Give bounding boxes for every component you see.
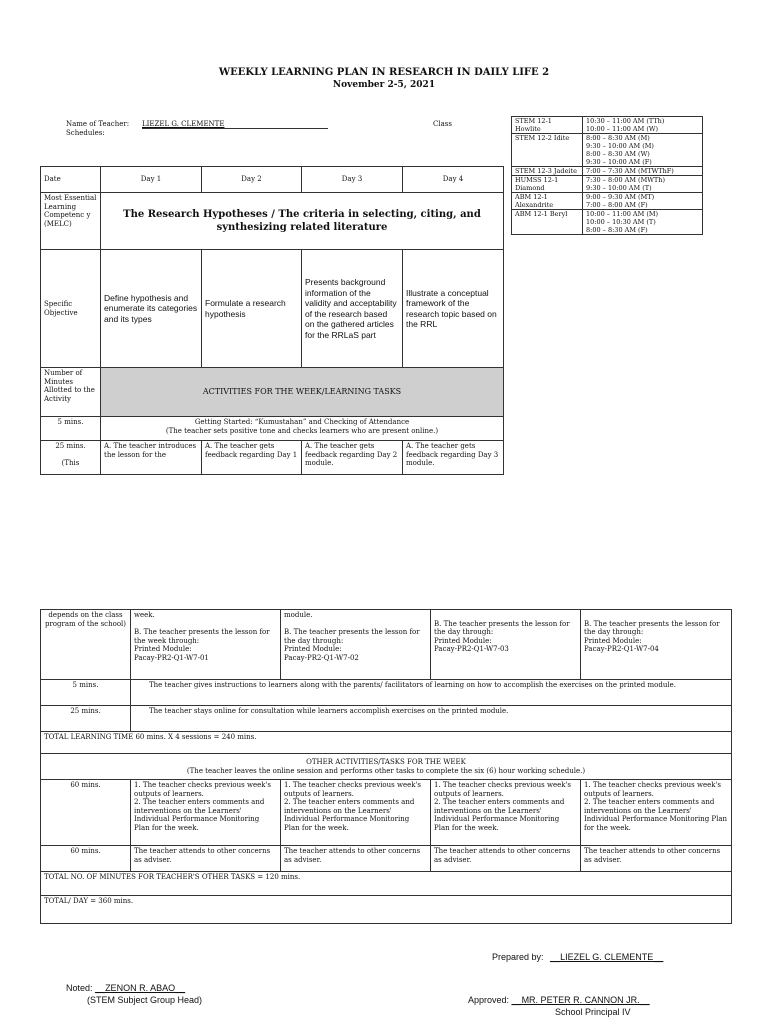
getting-started-text: Getting Started: “Kumustahan” and Checking of Attendance bbox=[194, 418, 410, 426]
schedule-row bbox=[512, 193, 703, 210]
schedule-times: 10:00 – 11:00 AM (M) 10:00 – 10:30 AM (T) 8:00 – 8:30 AM (F) bbox=[583, 210, 703, 235]
learning-plan-table-bottom bbox=[40, 609, 732, 924]
intro-day-2: A. The teacher gets feedback regarding Day 1 bbox=[202, 441, 302, 475]
noted-name-text: ZENON R. ABAO bbox=[105, 983, 176, 993]
class-schedule-table bbox=[511, 116, 703, 235]
adviser-day-3: The teacher attends to other concerns as adviser. bbox=[431, 846, 581, 872]
day-2-header: Day 2 bbox=[202, 167, 302, 193]
prepared-name: __LIEZEL G. CLEMENTE__ bbox=[550, 952, 664, 962]
schedule-times: 7:00 – 7:30 AM (MTWThF) bbox=[583, 167, 703, 176]
melc-topic: The Research Hypotheses / The criteria in selecting, citing, and synthesizing related literature bbox=[101, 193, 504, 250]
schedule-section: HUMSS 12-1 Diamond bbox=[512, 176, 583, 193]
schedule-times: 7:30 – 8:00 AM (MWTh) 9:30 – 10:00 AM (T) bbox=[583, 176, 703, 193]
objective-day-4: Illustrate a conceptual framework of the research topic based on the RRL bbox=[403, 250, 504, 368]
noted-name: __ZENON R. ABAO__ bbox=[95, 983, 186, 993]
consultation-min: 25 mins. bbox=[41, 706, 131, 732]
schedule-row bbox=[512, 117, 703, 134]
activities-header: ACTIVITIES FOR THE WEEK/LEARNING TASKS bbox=[101, 368, 504, 417]
approved-label: Approved: bbox=[468, 995, 510, 1005]
objective-day-1: Define hypothesis and enumerate its categories and its types bbox=[101, 250, 202, 368]
intro-day-3: A. The teacher gets feedback regarding Day 2 module. bbox=[302, 441, 403, 475]
row-25-min-text: 25 mins. bbox=[55, 442, 86, 450]
instructions-min: 5 mins. bbox=[41, 680, 131, 706]
schedule-section: STEM 12-2 Idite bbox=[512, 134, 583, 167]
schedule-times: 8:00 – 8:30 AM (M) 9:30 – 10:00 AM (M) 8:00 – 8:30 AM (W) 9:30 – 10:00 AM (F) bbox=[583, 134, 703, 167]
adviser-day-1: The teacher attends to other concerns as adviser. bbox=[131, 846, 281, 872]
schedule-row bbox=[512, 134, 703, 167]
schedule-section: ABM 12-1 Alexandrite bbox=[512, 193, 583, 210]
row-25-min bbox=[41, 441, 101, 475]
getting-started-note: (The teacher sets positive tone and checks learners who are present online.) bbox=[165, 426, 439, 435]
schedule-row bbox=[512, 167, 703, 176]
day-3-header: Day 3 bbox=[302, 167, 403, 193]
schedule-times: 10:30 – 11:00 AM (TTh) 10:00 – 11:00 AM (W) bbox=[583, 117, 703, 134]
day-1-header: Day 1 bbox=[101, 167, 202, 193]
noted-by bbox=[66, 983, 185, 993]
checking-min: 60 mins. bbox=[41, 780, 131, 846]
approved-by bbox=[468, 995, 650, 1005]
total-learning-time: TOTAL LEARNING TIME 60 mins. X 4 sessions = 240 mins. bbox=[41, 732, 732, 754]
cont-label: depends on the class program of the school) bbox=[41, 610, 131, 680]
instructions-text: The teacher gives instructions to learners along with the parents/ facilitators of learning on how to accomplish the exercises on the printed module. bbox=[131, 680, 732, 706]
present-day-1: week. B. The teacher presents the lesson for the week through: Printed Module: Pacay-PR2-Q1-W7-01 bbox=[131, 610, 281, 680]
row-25-note: (This bbox=[61, 458, 80, 467]
schedule-section: STEM 12-3 Jadeite bbox=[512, 167, 583, 176]
day-4-header: Day 4 bbox=[403, 167, 504, 193]
present-day-3: B. The teacher presents the lesson for the day through: Printed Module: Pacay-PR2-Q1-W7-03 bbox=[431, 610, 581, 680]
schedule-row bbox=[512, 176, 703, 193]
schedule-row bbox=[512, 210, 703, 235]
objective-day-3: Presents background information of the validity and acceptability of the research based on the gathered articles for the RRLaS part bbox=[302, 250, 403, 368]
teacher-name bbox=[142, 120, 328, 129]
approved-role: School Principal IV bbox=[555, 1007, 631, 1017]
approved-name-text: MR. PETER R. CANNON JR. bbox=[521, 995, 640, 1005]
present-day-4: B. The teacher presents the lesson for the day through: Printed Module: Pacay-PR2-Q1-W7-04 bbox=[581, 610, 732, 680]
consultation-text: The teacher stays online for consultation while learners accomplish exercises on the printed module. bbox=[131, 706, 732, 732]
adviser-min: 60 mins. bbox=[41, 846, 131, 872]
objective-day-2: Formulate a research hypothesis bbox=[202, 250, 302, 368]
intro-day-1: A. The teacher introduces the lesson for the bbox=[101, 441, 202, 475]
other-activities-note: (The teacher leaves the online session and performs other tasks to complete the six (6) hour working schedule.) bbox=[186, 766, 586, 775]
total-other-tasks: TOTAL NO. OF MINUTES FOR TEACHER'S OTHER TASKS = 120 mins. bbox=[41, 872, 732, 896]
melc-label: Most Essential Learning Competenc y (MELC) bbox=[41, 193, 101, 250]
schedule-section: STEM 12-1 Howlite bbox=[512, 117, 583, 134]
minutes-label: Number of Minutes Allotted to the Activity bbox=[41, 368, 101, 417]
schedule-times: 9:00 – 9:30 AM (MT) 7:00 – 8:00 AM (F) bbox=[583, 193, 703, 210]
present-day-2: module. B. The teacher presents the lesson for the day through: Printed Module: Pacay-PR2-Q1-W7-02 bbox=[281, 610, 431, 680]
noted-role: (STEM Subject Group Head) bbox=[87, 995, 203, 1005]
page-title: WEEKLY LEARNING PLAN IN RESEARCH IN DAILY LIFE 2 bbox=[218, 67, 550, 78]
prepared-label: Prepared by: bbox=[492, 952, 544, 962]
page-date: November 2-5, 2021 bbox=[332, 80, 436, 90]
adviser-day-2: The teacher attends to other concerns as adviser. bbox=[281, 846, 431, 872]
learning-plan-table-top bbox=[40, 166, 504, 475]
prepared-by bbox=[492, 952, 663, 962]
other-activities bbox=[41, 754, 732, 780]
noted-label: Noted: bbox=[66, 983, 93, 993]
checking-day-4: 1. The teacher checks previous week's outputs of learners. 2. The teacher enters comments and interventions on the Learners' Individual Performance Monitoring Plan for the week. bbox=[581, 780, 732, 846]
schedule-section: ABM 12-1 Beryl bbox=[512, 210, 583, 235]
getting-started bbox=[101, 417, 504, 441]
checking-day-1: 1. The teacher checks previous week's outputs of learners. 2. The teacher enters comments and interventions on the Learners' Individual Performance Monitoring Plan for the week. bbox=[131, 780, 281, 846]
prepared-name-text: LIEZEL G. CLEMENTE bbox=[560, 952, 654, 962]
date-header: Date bbox=[41, 167, 101, 193]
approved-name: __MR. PETER R. CANNON JR.__ bbox=[511, 995, 650, 1005]
teacher-name-text: LIEZEL G. CLEMENTE bbox=[142, 120, 225, 128]
schedules-label: Schedules: bbox=[66, 129, 105, 137]
teacher-label: Name of Teacher: bbox=[66, 120, 130, 128]
class-label: Class bbox=[433, 120, 452, 128]
row-5-min: 5 mins. bbox=[41, 417, 101, 441]
intro-day-4: A. The teacher gets feedback regarding Day 3 module. bbox=[403, 441, 504, 475]
adviser-day-4: The teacher attends to other concerns as adviser. bbox=[581, 846, 732, 872]
total-per-day: TOTAL/ DAY = 360 mins. bbox=[41, 896, 732, 924]
checking-day-3: 1. The teacher checks previous week's outputs of learners. 2. The teacher enters comments and interventions on the Learners' Individual Performance Monitoring Plan for the week. bbox=[431, 780, 581, 846]
objective-label: Specific Objective bbox=[41, 250, 101, 368]
other-activities-header: OTHER ACTIVITIES/TASKS FOR THE WEEK bbox=[306, 758, 466, 766]
checking-day-2: 1. The teacher checks previous week's outputs of learners. 2. The teacher enters comments and interventions on the Learners' Individual Performance Monitoring Plan for the week. bbox=[281, 780, 431, 846]
